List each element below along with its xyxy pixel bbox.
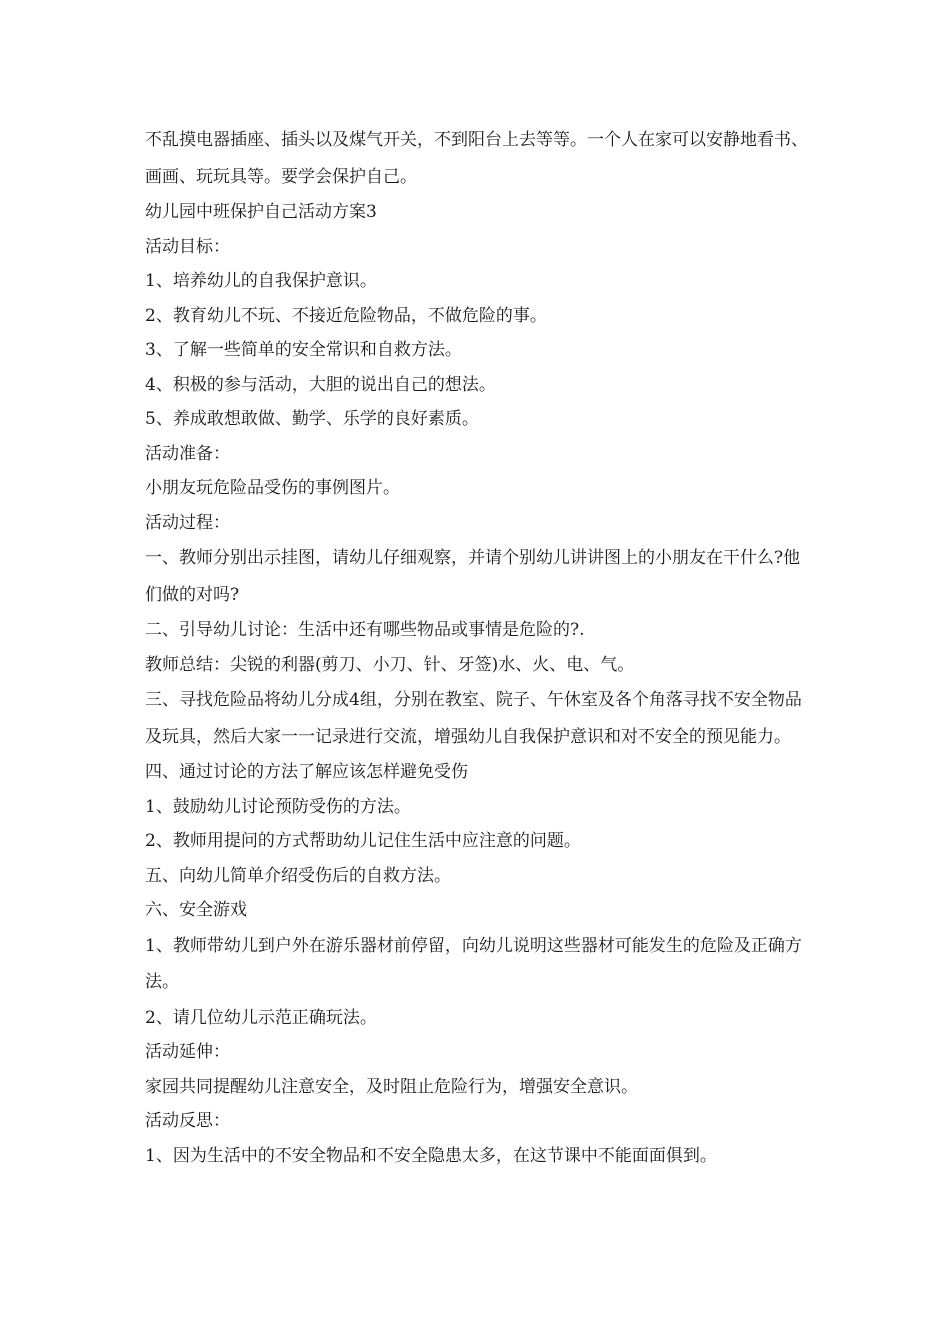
process-step-3: 三、寻找危险品将幼儿分成4组，分别在教室、院子、午休室及各个角落寻找不安全物品及玩具，然后大家一一记录进行交流，增强幼儿自我保护意识和对不安全的预见能力。 [145, 690, 802, 747]
step-4-item-1: 1、鼓励幼儿讨论预防受伤的方法。 [145, 796, 411, 817]
process-step-6: 六、安全游戏 [145, 900, 247, 920]
section-title: 幼儿园中班保护自己活动方案3 [145, 202, 377, 222]
goal-item-5: 5、养成敢想敢做、勤学、乐学的良好素质。 [145, 409, 479, 429]
heading-reflection: 活动反思： [145, 1111, 230, 1131]
heading-preparation: 活动准备： [145, 443, 230, 464]
process-step-5: 五、向幼儿简单介绍受伤后的自救方法。 [145, 865, 451, 886]
teacher-summary: 教师总结：尖锐的利器(剪刀、小刀、针、牙签)水、火、电、气。 [145, 654, 635, 675]
step-6-item-1: 1、教师带幼儿到户外在游乐器材前停留，向幼儿说明这些器材可能发生的危险及正确方法。 [145, 935, 802, 992]
step-4-item-2: 2、教师用提问的方式帮助幼儿记住生活中应注意的问题。 [145, 831, 581, 851]
goal-item-2: 2、教育幼儿不玩、不接近危险物品，不做危险的事。 [145, 305, 547, 326]
step-6-item-2: 2、请几位幼儿示范正确玩法。 [145, 1007, 377, 1028]
paragraph-safety-at-home: 不乱摸电器插座、插头以及煤气开关，不到阳台上去等等。一个人在家可以安静地看书、画画、玩玩具等。要学会保护自己。 [145, 130, 808, 187]
reflection-item-1: 1、因为生活中的不安全物品和不安全隐患太多，在这节课中不能面面俱到。 [145, 1145, 717, 1166]
preparation-text: 小朋友玩危险品受伤的事例图片。 [145, 478, 400, 498]
heading-activity-goals: 活动目标： [145, 236, 230, 257]
goal-item-4: 4、积极的参与活动，大胆的说出自己的想法。 [145, 374, 496, 395]
heading-extension: 活动延伸： [145, 1042, 230, 1062]
process-step-2: 二、引导幼儿讨论：生活中还有哪些物品或事情是危险的?. [145, 620, 585, 640]
document-body [145, 122, 815, 1173]
goal-item-3: 3、了解一些简单的安全常识和自救方法。 [145, 340, 462, 360]
process-step-1: 一、教师分别出示挂图，请幼儿仔细观察，并请个别幼儿讲讲图上的小朋友在干什么?他们做的对吗? [145, 548, 801, 605]
process-step-4: 四、通过讨论的方法了解应该怎样避免受伤 [145, 762, 468, 782]
heading-process: 活动过程： [145, 512, 230, 533]
goal-item-1: 1、培养幼儿的自我保护意识。 [145, 271, 377, 291]
extension-text: 家园共同提醒幼儿注意安全，及时阻止危险行为，增强安全意识。 [145, 1076, 638, 1097]
